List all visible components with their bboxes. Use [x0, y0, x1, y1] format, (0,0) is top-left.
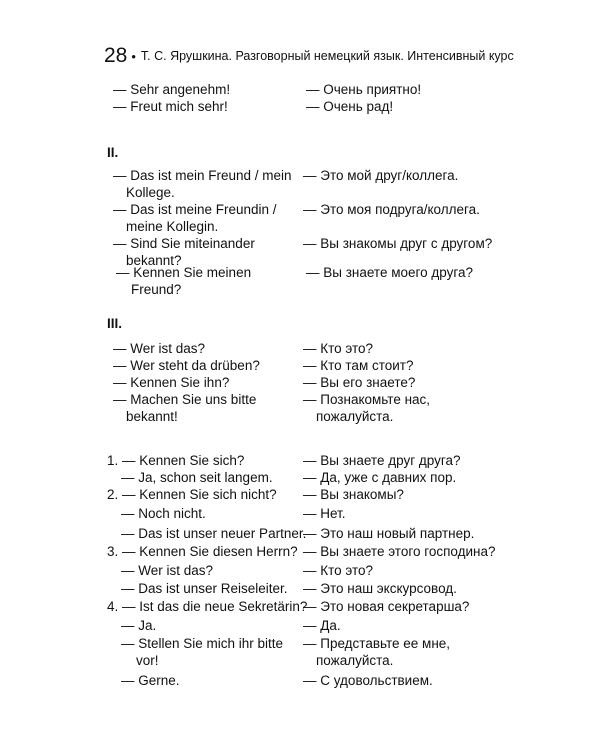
dialog-ru-line: — Кто это? — [303, 563, 374, 578]
s2-ru-line: — Это мой друг/коллега. — [303, 168, 459, 183]
dialog-ru-line: — Представьте ее мне, — [303, 636, 451, 651]
dialog-ru-line: — Нет. — [303, 506, 346, 521]
dialog-ru-line: — С удовольствием. — [303, 673, 433, 688]
dialog-de-line: 2. — Kennen Sie sich nicht? — [107, 487, 277, 502]
s3-de-line: — Kennen Sie ihn? — [113, 375, 230, 390]
s2-de-line: meine Kollegin. — [126, 219, 219, 234]
dialog-de-line: — Ja. — [121, 618, 157, 633]
s3-de-line: — Wer steht da drüben? — [113, 358, 260, 373]
s2-ru-line: — Это моя подруга/коллега. — [303, 202, 480, 217]
dialog-ru-line: — Да. — [303, 618, 341, 633]
dialog-de-line: — Das ist unser neuer Partner. — [121, 526, 307, 541]
page-header — [104, 44, 514, 68]
bullet-icon: • — [131, 48, 136, 64]
s2-de-line: Freund? — [131, 282, 182, 297]
s2-de-line: Kollege. — [126, 185, 175, 200]
s3-ru-line: пожалуйста. — [316, 409, 394, 424]
section-label-ii: II. — [107, 145, 119, 160]
dialog-ru-line: — Это наш новый партнер. — [303, 526, 475, 541]
intro-ru-line: — Очень приятно! — [306, 82, 422, 97]
s3-de-line: bekannt! — [126, 409, 178, 424]
dialog-de-line: — Ja, schon seit langem. — [121, 470, 273, 485]
dialog-ru-line: — Вы знаете друг друга? — [303, 453, 461, 468]
s2-de-line: — Das ist meine Freundin / — [113, 202, 277, 217]
intro-ru-line: — Очень рад! — [306, 99, 394, 114]
dialog-de-line: — Stellen Sie mich ihr bitte — [121, 636, 284, 651]
dialog-ru-line: — Вы знаете этого господина? — [303, 544, 496, 559]
dialog-de-line: — Das ist unser Reiseleiter. — [121, 581, 288, 596]
dialog-de-line: — Gerne. — [121, 673, 180, 688]
s2-ru-line: — Вы знакомы друг с другом? — [303, 236, 493, 251]
intro-de-line: — Sehr angenehm! — [113, 82, 231, 97]
s3-ru-line: — Вы его знаете? — [303, 375, 416, 390]
s2-de-line: — Sind Sie miteinander — [113, 236, 255, 251]
dialog-de-line: 4. — Ist das die neue Sekretärin? — [107, 599, 308, 614]
dialog-ru-line: — Вы знакомы? — [303, 487, 404, 502]
dialog-ru-line: пожалуйста. — [316, 653, 394, 668]
dialog-de-line: 1. — Kennen Sie sich? — [107, 453, 245, 468]
dialog-de-line: — Noch nicht. — [121, 506, 206, 521]
dialog-ru-line: — Да, уже с давних пор. — [303, 470, 457, 485]
s3-ru-line: — Кто это? — [303, 341, 374, 356]
dialog-ru-line: — Это наш экскурсовод. — [303, 581, 457, 596]
dialog-ru-line: — Это новая секретарша? — [303, 599, 470, 614]
s3-de-line: — Wer ist das? — [113, 341, 206, 356]
page-number: 28 — [104, 44, 128, 67]
s3-de-line: — Machen Sie uns bitte — [113, 392, 257, 407]
dialog-de-line: vor! — [136, 653, 159, 668]
section-label-iii: III. — [107, 316, 123, 331]
s3-ru-line: — Познакомьте нас, — [303, 392, 431, 407]
dialog-de-line: 3. — Kennen Sie diesen Herrn? — [107, 544, 298, 559]
running-head: Т. С. Ярушкина. Разговорный немецкий язык. Интенсивный курс — [140, 49, 514, 63]
s2-ru-line: — Вы знаете моего друга? — [306, 265, 474, 280]
s2-de-line: — Das ist mein Freund / mein — [113, 168, 292, 183]
s2-de-line: — Kennen Sie meinen — [116, 265, 252, 280]
s3-ru-line: — Кто там стоит? — [303, 358, 414, 373]
intro-de-line: — Freut mich sehr! — [113, 99, 228, 114]
s2-de-line: bekannt? — [126, 253, 182, 268]
dialog-de-line: — Wer ist das? — [121, 563, 214, 578]
